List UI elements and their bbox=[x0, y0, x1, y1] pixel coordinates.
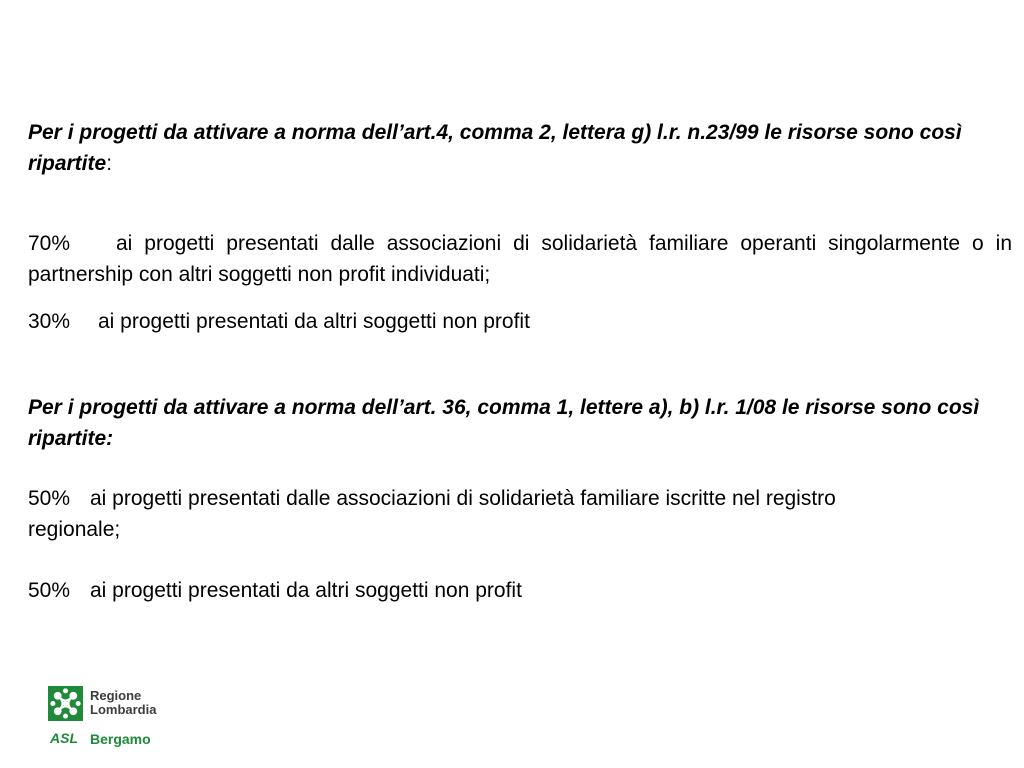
allocation-percent: 70% bbox=[28, 232, 71, 255]
allocation-item-50-second bbox=[28, 575, 522, 606]
allocation-text: ai progetti presentati da altri soggetti non profit bbox=[98, 310, 530, 333]
logo-region-name bbox=[90, 689, 156, 717]
allocation-text: ai progetti presentati da altri soggetti non profit bbox=[90, 579, 522, 602]
section-2-heading: Per i progetti da attivare a norma dell’art. 36, comma 1, lettere a), b) l.r. 1/08 le risorse sono così ripartite: bbox=[28, 396, 980, 450]
logo-city: Bergamo bbox=[90, 731, 151, 747]
allocation-percent: 30% bbox=[28, 310, 71, 333]
allocation-item-30 bbox=[28, 306, 530, 337]
section-1-heading bbox=[28, 117, 988, 179]
rosa-camuna-icon bbox=[48, 686, 83, 721]
logo-asl: ASL bbox=[50, 730, 78, 746]
allocation-item-70 bbox=[28, 228, 1012, 290]
allocation-text: ai progetti presentati dalle associazioni di solidarietà familiare iscritte nel registro regionale; bbox=[28, 487, 836, 541]
section-1-heading-colon: : bbox=[106, 152, 113, 175]
asl-bergamo-logo bbox=[48, 686, 188, 752]
logo-region-line-2: Lombardia bbox=[90, 702, 157, 717]
allocation-item-50-first bbox=[28, 483, 928, 545]
section-1-heading-text: Per i progetti da attivare a norma dell’art.4, comma 2, lettera g) l.r. n.23/99 le risorse sono così ripartite bbox=[28, 121, 962, 175]
allocation-percent: 50% bbox=[28, 579, 71, 602]
allocation-text: ai progetti presentati dalle associazioni di solidarietà familiare operanti singolarmente o in partnership con altri soggetti non profit individuati; bbox=[28, 232, 1012, 286]
allocation-percent: 50% bbox=[28, 487, 71, 510]
logo-region-line-1: Regione bbox=[90, 688, 142, 703]
